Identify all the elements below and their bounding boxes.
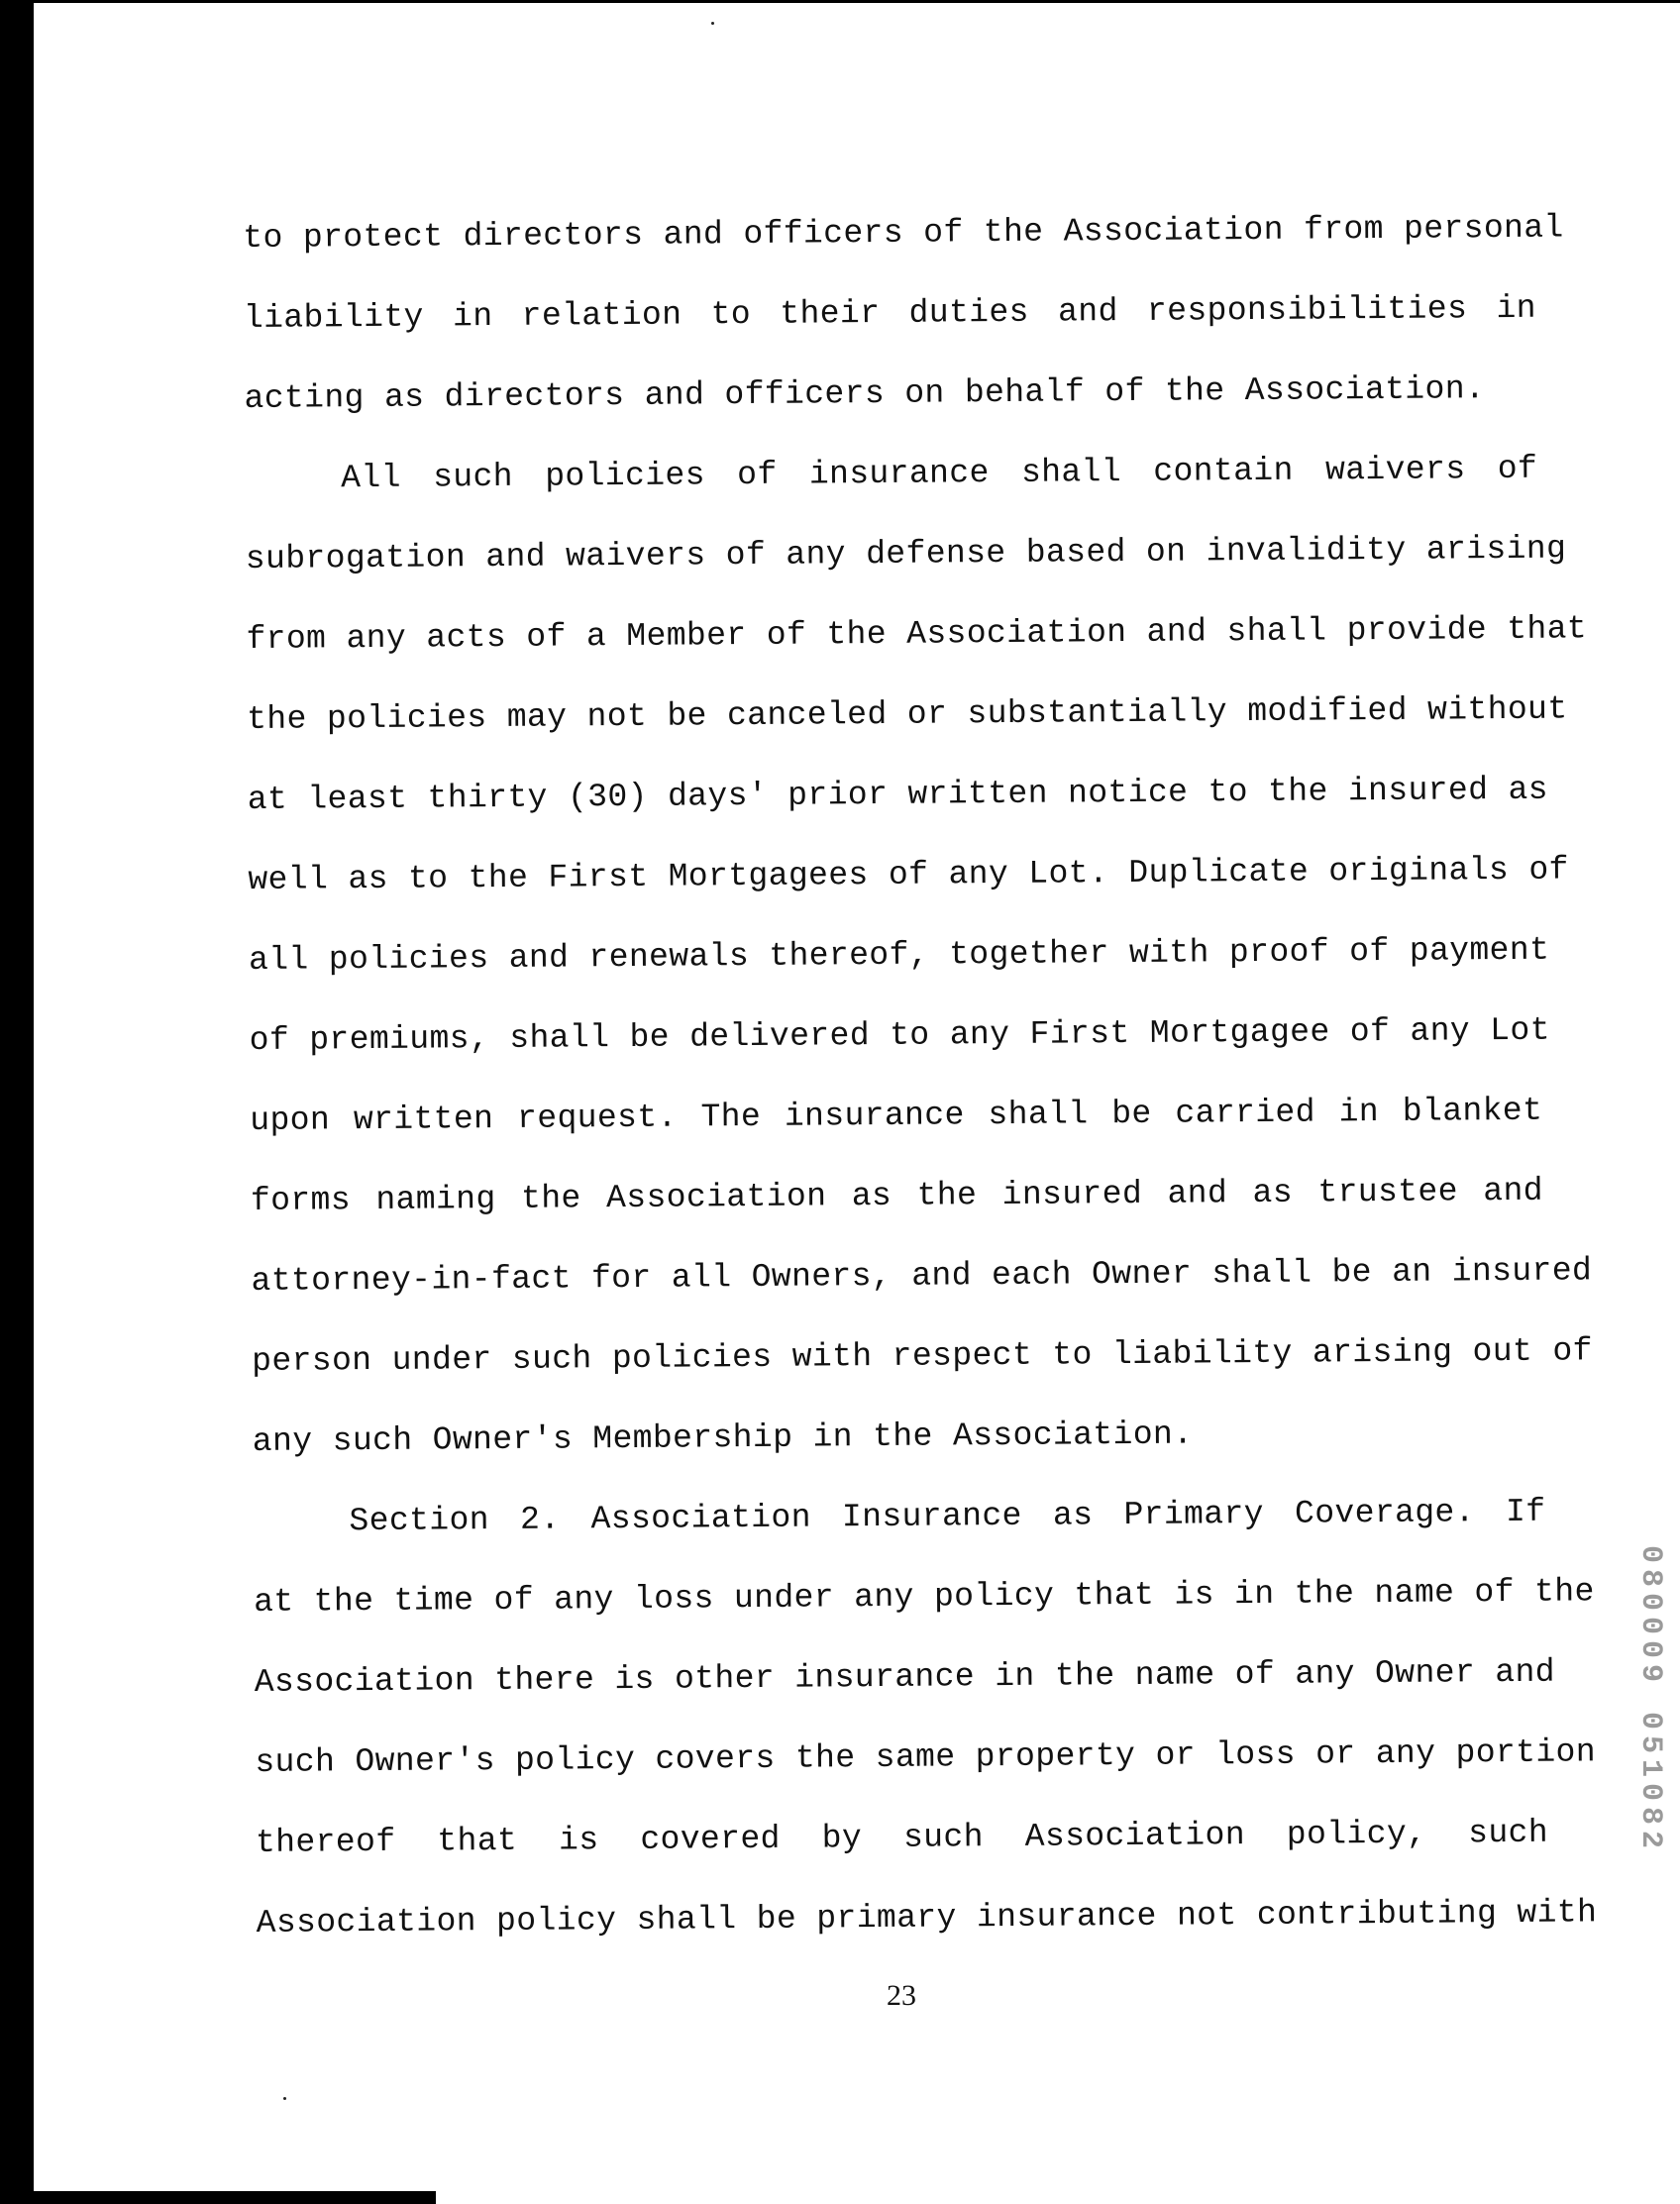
text-line: at the time of any loss under any policy that is in the name of the [253,1573,1595,1621]
text-line: well as to the First Mortgagees of any Lot. Duplicate originals of [248,851,1569,898]
section-heading-line: Section 2. Association Insurance as Primary Coverage. If [349,1493,1546,1540]
text-line: upon written request. The insurance shall be carried in blanket [250,1092,1543,1139]
paragraph-1 [243,188,1564,439]
text-line: to protect directors and officers of the Association from personal [243,209,1564,257]
scan-speck [711,22,714,25]
margin-stamp [1629,1545,1669,2041]
text-line: attorney-in-fact for all Owners, and each Owner shall be an insured [251,1252,1593,1300]
text-line: thereof that is covered by such Association policy, such [255,1814,1549,1861]
scan-edge-bottom [0,2191,436,2204]
paragraph-3 [253,1472,1598,1963]
text-line: at least thirty (30) days' prior written notice to the insured as [247,771,1549,818]
text-line: Association there is other insurance in the name of any Owner and [254,1653,1556,1701]
margin-stamp-text: 080009 051082 [1633,1545,1667,1855]
text-line: of premiums, shall be delivered to any First Mortgagee of any Lot [249,1011,1551,1059]
text-line: acting as directors and officers on behalf of the Association. [244,370,1486,417]
document-body [243,188,1598,1963]
page-number: 23 [887,1979,916,2012]
text-line: such Owner's policy covers the same property or loss or any portion [255,1733,1597,1781]
text-line: Association policy shall be primary insurance not contributing with [256,1894,1598,1942]
text-line: all policies and renewals thereof, together with proof of payment [248,931,1550,979]
scan-edge-top [0,0,1680,3]
paragraph-2 [245,429,1593,1482]
text-line: person under such policies with respect to liability arising out of [252,1332,1593,1380]
text-line: All such policies of insurance shall contain waivers of [341,450,1538,497]
text-line: forms naming the Association as the insured and as trustee and [250,1172,1544,1219]
text-line: any such Owner's Membership in the Association. [252,1416,1194,1460]
scan-edge-left [0,0,34,2204]
text-line: liability in relation to their duties and responsibilities in [243,289,1537,337]
text-line: from any acts of a Member of the Association and shall provide that [246,610,1588,658]
text-line: the policies may not be canceled or substantially modified without [246,690,1568,738]
text-line: subrogation and waivers of any defense based on invalidity arising [245,530,1567,577]
scan-speck [283,2097,286,2100]
